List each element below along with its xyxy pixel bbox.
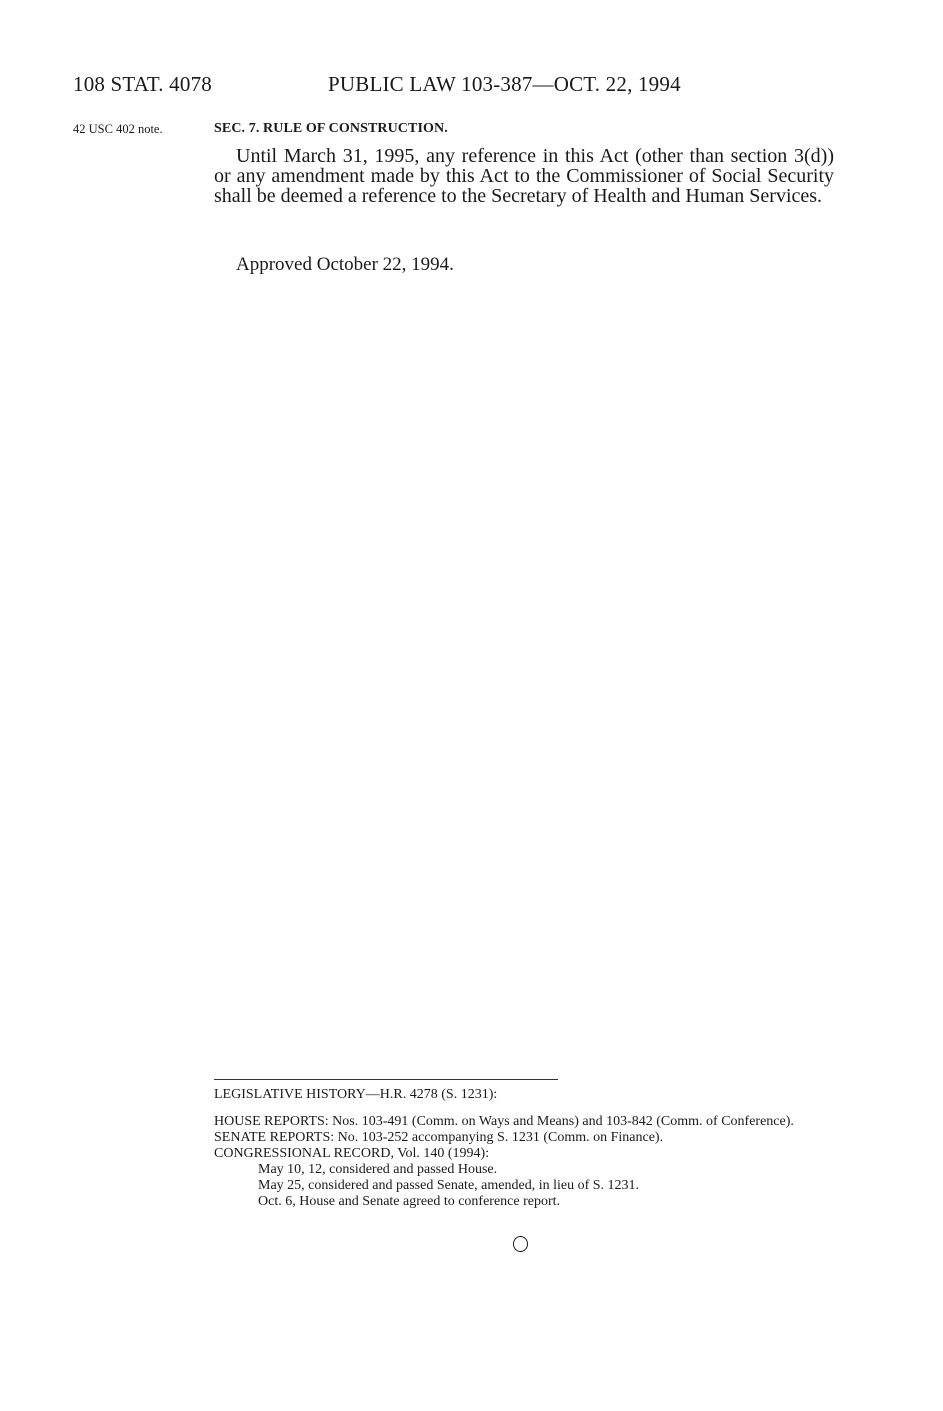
- end-of-document-mark: [513, 1236, 528, 1252]
- record-entry: Oct. 6, House and Senate agreed to conference report.: [258, 1194, 561, 1209]
- section-body: Until March 31, 1995, any reference in this Act (other than section 3(d)) or any amendment made by this Act to the Commissioner of Social Security shall be deemed a reference to the Secretary of Health and Human Services.: [214, 145, 834, 207]
- record-entry: May 10, 12, considered and passed House.: [258, 1162, 498, 1177]
- legislative-history-list: [214, 1114, 839, 1210]
- running-head: PUBLIC LAW 103-387—OCT. 22, 1994: [328, 72, 681, 96]
- legislative-history-title: LEGISLATIVE HISTORY—H.R. 4278 (S. 1231):: [214, 1087, 498, 1102]
- margin-note: 42 USC 402 note.: [73, 122, 163, 136]
- congressional-record: CONGRESSIONAL RECORD, Vol. 140 (1994):: [214, 1146, 490, 1161]
- approval-date: Approved October 22, 1994.: [236, 254, 454, 275]
- senate-reports: SENATE REPORTS: No. 103-252 accompanying S. 1231 (Comm. on Finance).: [214, 1130, 664, 1145]
- statute-page-number: 108 STAT. 4078: [73, 72, 212, 96]
- section-heading: SEC. 7. RULE OF CONSTRUCTION.: [214, 121, 448, 136]
- house-reports: HOUSE REPORTS: Nos. 103-491 (Comm. on Ways and Means) and 103-842 (Comm. of Conference).: [214, 1114, 794, 1129]
- record-entry: May 25, considered and passed Senate, amended, in lieu of S. 1231.: [258, 1178, 640, 1193]
- footnote-divider: [214, 1079, 558, 1080]
